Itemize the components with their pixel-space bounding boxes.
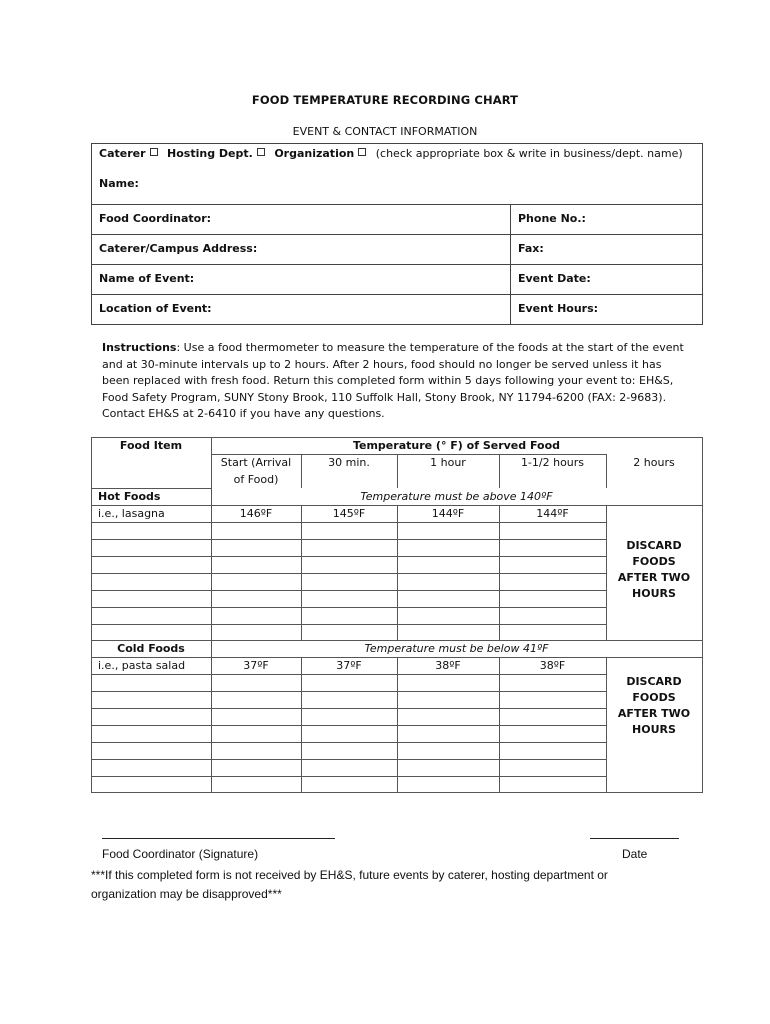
col-1hour: 1 hour	[430, 456, 466, 469]
grid-line	[91, 607, 606, 608]
signature-line[interactable]	[102, 838, 335, 839]
grid-line	[91, 708, 606, 709]
hot-discard-line1: DISCARD	[626, 539, 682, 552]
warning-line2: organization may be disapproved***	[91, 887, 282, 901]
cold-discard-line3: AFTER TWO	[617, 707, 691, 720]
instructions-paragraph	[102, 340, 692, 423]
hot-1-5hours-value: 144ºF	[536, 507, 569, 520]
hot-start-value: 146ºF	[239, 507, 273, 520]
grid-line	[91, 640, 703, 641]
cold-1hour-value: 38ºF	[435, 659, 461, 672]
date-line[interactable]	[590, 838, 679, 839]
event-date-field[interactable]: Event Date:	[510, 265, 591, 294]
event-hours-field[interactable]: Event Hours:	[510, 295, 598, 324]
grid-line	[91, 759, 606, 760]
phone-field[interactable]: Phone No.:	[510, 205, 586, 234]
hot-discard-line4: HOURS	[632, 587, 676, 600]
col-start-line2: of Food)	[233, 473, 279, 486]
hosting-dept-checkbox[interactable]	[257, 148, 265, 156]
name-field-label: Name:	[99, 177, 139, 190]
page-title: FOOD TEMPERATURE RECORDING CHART	[251, 93, 519, 107]
grid-line	[91, 624, 606, 625]
hot-example-item: i.e., lasagna	[98, 507, 165, 520]
address-row	[92, 234, 702, 264]
cold-foods-note: Temperature must be below 41ºF	[364, 642, 549, 655]
grid-line	[91, 488, 211, 489]
grid-line	[397, 657, 398, 793]
contact-info-table	[91, 143, 703, 325]
col-start-line1: Start (Arrival	[220, 456, 292, 469]
hot-discard-line2: FOODS	[632, 555, 676, 568]
signature-label: Food Coordinator (Signature)	[102, 847, 259, 861]
grid-line	[499, 505, 500, 640]
cold-discard-line2: FOODS	[632, 691, 676, 704]
cold-foods-label: Cold Foods	[117, 642, 185, 655]
grid-line	[91, 556, 606, 557]
col-30min: 30 min.	[328, 456, 370, 469]
temperature-header: Temperature (° F) of Served Food	[352, 439, 561, 452]
grid-line	[91, 522, 606, 523]
checkbox-note: (check appropriate box & write in business/dept. name)	[375, 147, 683, 160]
food-coordinator-row	[92, 204, 702, 234]
hot-30min-value: 145ºF	[332, 507, 366, 520]
organization-checkbox[interactable]	[358, 148, 366, 156]
cold-example-item: i.e., pasta salad	[98, 659, 186, 672]
location-row	[92, 294, 702, 324]
date-label: Date	[622, 847, 648, 861]
event-name-row	[92, 264, 702, 294]
food-item-header: Food Item	[119, 439, 183, 452]
col-2hours: 2 hours	[633, 456, 675, 469]
organization-label: Organization	[274, 147, 355, 160]
grid-line	[301, 505, 302, 640]
hot-1hour-value: 144ºF	[431, 507, 465, 520]
cold-discard-line1: DISCARD	[626, 675, 682, 688]
grid-line	[91, 573, 606, 574]
cold-1-5hours-value: 38ºF	[539, 659, 566, 672]
address-field[interactable]: Caterer/Campus Address:	[99, 242, 258, 255]
grid-line	[91, 742, 606, 743]
grid-line	[91, 674, 606, 675]
location-field[interactable]: Location of Event:	[99, 302, 212, 315]
grid-line	[499, 657, 500, 793]
grid-line	[91, 539, 606, 540]
grid-line	[91, 590, 606, 591]
grid-line	[91, 691, 606, 692]
grid-line	[702, 437, 703, 793]
event-name-field[interactable]: Name of Event:	[99, 272, 195, 285]
hot-foods-note: Temperature must be above 140ºF	[360, 490, 553, 503]
fax-field[interactable]: Fax:	[510, 235, 544, 264]
hot-foods-label: Hot Foods	[98, 490, 161, 503]
temperature-table	[91, 437, 703, 793]
warning-line1: ***If this completed form is not received by EH&S, future events by caterer, hosting department or	[91, 868, 608, 882]
cold-discard-line4: HOURS	[632, 723, 676, 736]
grid-line	[91, 437, 703, 438]
caterer-checkbox[interactable]	[150, 148, 158, 156]
food-coordinator-field[interactable]: Food Coordinator:	[99, 212, 212, 225]
org-type-row	[92, 144, 702, 204]
grid-line	[91, 776, 606, 777]
grid-line	[91, 437, 92, 793]
caterer-label: Caterer	[99, 147, 146, 160]
grid-line	[91, 725, 606, 726]
section-subtitle: EVENT & CONTACT INFORMATION	[292, 125, 478, 138]
hot-discard-line3: AFTER TWO	[617, 571, 691, 584]
cold-30min-value: 37ºF	[336, 659, 362, 672]
instructions-text: : Use a food thermometer to measure the temperature of the foods at the start of the event and at 30-minute intervals up to 2 hours. After 2 hours, food should no longer be served unless it has been replaced with fresh food. Return this completed form within 5 days following your event to: EH&S, Food Safety Program, SUNY Stony Brook, 110 Suffolk Hall, Stony Brook, NY 11794-6200 (FAX: 2-9683). Contact EH&S at 2-6410 if you have any questions.	[102, 341, 684, 420]
hosting-dept-label: Hosting Dept.	[167, 147, 253, 160]
grid-line	[211, 454, 606, 455]
grid-line	[397, 505, 398, 640]
grid-line	[301, 657, 302, 793]
col-1-5hours: 1-1/2 hours	[520, 456, 585, 469]
instructions-label: Instructions	[102, 341, 177, 354]
cold-start-value: 37ºF	[243, 659, 269, 672]
